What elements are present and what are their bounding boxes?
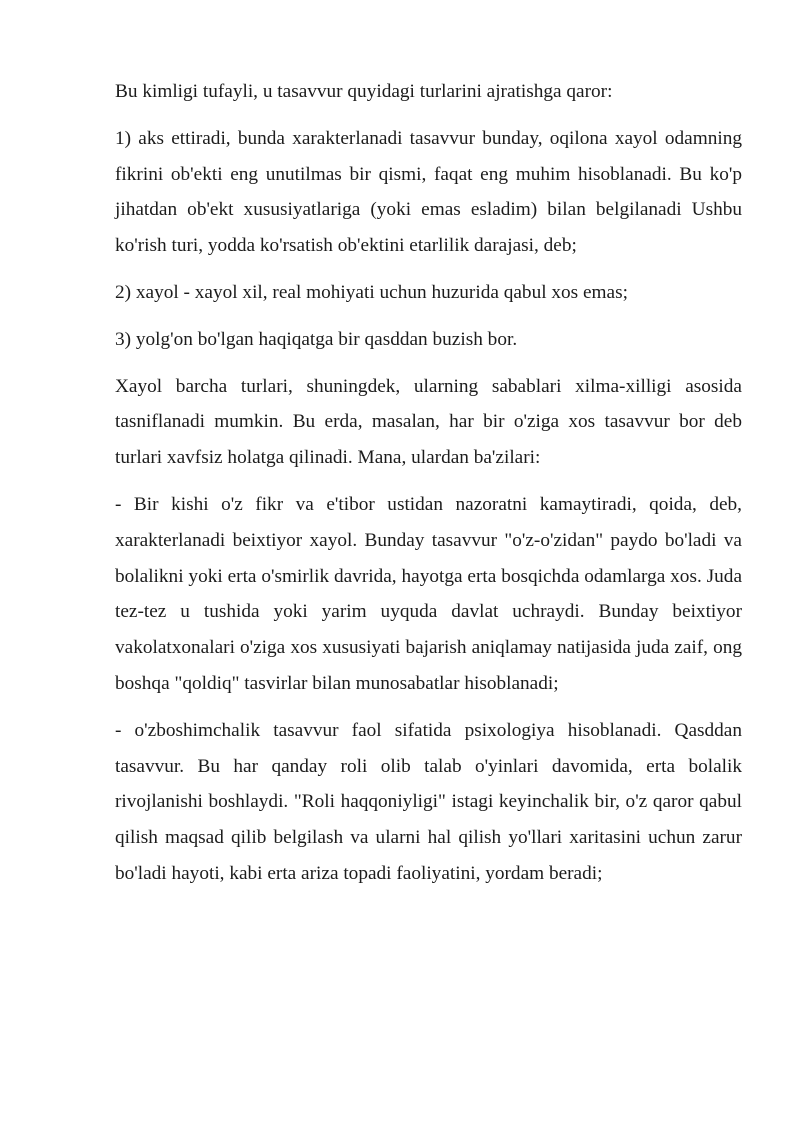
document-page xyxy=(115,74,742,903)
paragraph-item-1: 1) aks ettiradi, bunda xarakterlanadi tasavvur bunday, oqilona xayol odamning fikrini ob'ekti eng unutilmas bir qismi, faqat eng muhim hisoblanadi. Bu ko'p jihatdan ob'ekt xususiyatlariga (yoki emas esladim) bilan belgilanadi Ushbu ko'rish turi, yodda ko'rsatish ob'ektini etarlilik darajasi, deb; xyxy=(115,127,742,257)
paragraph-voluntary-imagination: - o'zboshimchalik tasavvur faol sifatida psixologiya hisoblanadi. Qasddan tasavvur. Bu har qanday roli olib talab o'yinlari davomida, erta bolalik rivojlanishi boshlaydi. "Roli haqqoniyligi" istagi keyinchalik bir, o'z qaror qabul qilish maqsad qilib belgilash va ularni hal qilish yo'llari xaritasini uchun zarur bo'ladi hayoti, kabi erta ariza topadi faoliyatini, yordam beradi; xyxy=(115,719,742,884)
paragraph-classification: Xayol barcha turlari, shuningdek, ularning sabablari xilma-xilligi asosida tasniflanadi mumkin. Bu erda, masalan, har bir o'ziga xos tasavvur bor deb turlari xavfsiz holatga qilinadi. Mana, ulardan ba'zilari: xyxy=(115,375,742,469)
paragraph-item-3: 3) yolg'on bo'lgan haqiqatga bir qasddan buzish bor. xyxy=(115,328,518,350)
paragraph-item-2: 2) xayol - xayol xil, real mohiyati uchun huzurida qabul xos emas; xyxy=(115,281,628,303)
paragraph-involuntary-imagination: - Bir kishi o'z fikr va e'tibor ustidan nazoratni kamaytiradi, qoida, deb, xarakterlanadi beixtiyor xayol. Bunday tasavvur "o'z-o'zidan" paydo bo'ladi va bolalikni yoki erta o'smirlik davrida, hayotga erta bosqichda odamlarga xos. Juda tez-tez u tushida yoki yarim uyquda davlat uchraydi. Bunday beixtiyor vakolatxonalari o'ziga xos xususiyati bajarish aniqlamay natijasida juda zaif, ong boshqa "qoldiq" tasvirlar bilan munosabatlar hisoblanadi; xyxy=(115,493,742,694)
paragraph-intro: Bu kimligi tufayli, u tasavvur quyidagi turlarini ajratishga qaror: xyxy=(115,81,613,102)
